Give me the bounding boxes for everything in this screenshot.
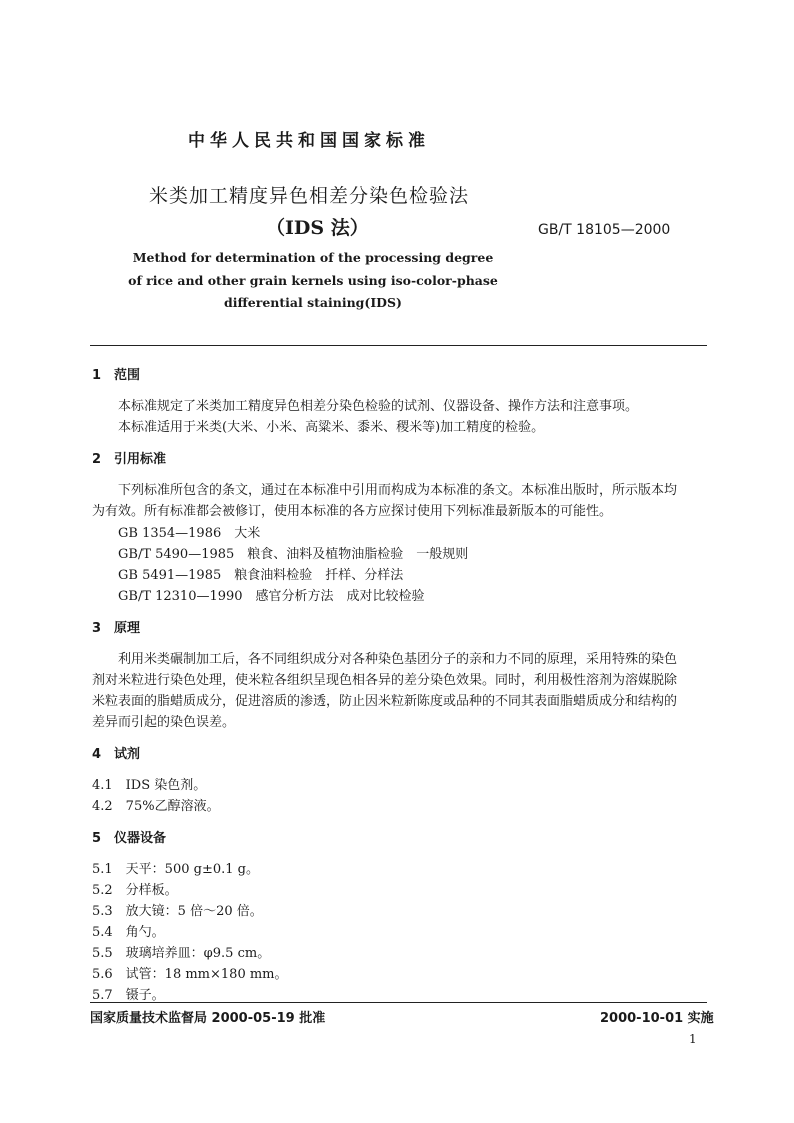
equipment-item: 5.4 角勺。 xyxy=(92,925,165,940)
equipment-item: 5.7 镊子。 xyxy=(92,988,165,1003)
reference-item: GB/T 5490—1985 粮食、油料及植物油脂检验 一般规则 xyxy=(118,547,469,562)
reference-item: GB 5491—1985 粮食油料检验 扦样、分样法 xyxy=(118,568,404,583)
footer-divider xyxy=(90,1002,707,1003)
section-4-heading: 4 试剂 xyxy=(92,747,141,762)
section-1-heading: 1 范围 xyxy=(92,368,141,383)
document-title: 米类加工精度异色相差分染色检验法 xyxy=(149,185,470,207)
section-5-heading: 5 仪器设备 xyxy=(92,831,167,846)
english-title-line-3: differential staining(IDS) xyxy=(224,295,402,310)
implementation-date: 2000-10-01 实施 xyxy=(600,1011,714,1026)
equipment-item: 5.3 放大镜：5 倍～20 倍。 xyxy=(92,904,263,919)
reference-item: GB/T 12310—1990 感官分析方法 成对比较检验 xyxy=(118,589,425,604)
reagent-item: 4.1 IDS 染色剂。 xyxy=(92,778,207,793)
reference-item: GB 1354—1986 大米 xyxy=(118,526,261,541)
section-3-line: 差异而引起的染色误差。 xyxy=(92,715,236,730)
header-divider xyxy=(90,345,707,346)
section-2-line: 为有效。所有标准都会被修订，使用本标准的各方应探讨使用下列标准最新版本的可能性。 xyxy=(92,504,613,519)
reagent-item: 4.2 75%乙醇溶液。 xyxy=(92,799,220,814)
approval-statement: 国家质量技术监督局 2000-05-19 批准 xyxy=(90,1011,326,1026)
standard-number: GB/T 18105—2000 xyxy=(538,222,671,238)
section-2-heading: 2 引用标准 xyxy=(92,452,167,467)
page-number: 1 xyxy=(689,1032,697,1046)
document-subtitle: （IDS 法） xyxy=(266,217,369,239)
section-3-line: 剂对米粒进行染色处理，使米粒各组织呈现色相各异的差分染色效果。同时，利用极性溶剂为溶媒脱除 xyxy=(92,673,678,688)
section-3-line: 利用米类碾制加工后，各不同组织成分对各种染色基团分子的亲和力不同的原理，采用特殊的染色 xyxy=(118,652,678,667)
section-1-line: 本标准规定了米类加工精度异色相差分染色检验的试剂、仪器设备、操作方法和注意事项。 xyxy=(118,399,639,414)
equipment-item: 5.2 分样板。 xyxy=(92,883,178,898)
equipment-item: 5.6 试管：18 mm×180 mm。 xyxy=(92,967,288,982)
equipment-item: 5.5 玻璃培养皿：φ9.5 cm。 xyxy=(92,946,271,961)
english-title-line-1: Method for determination of the processing degree xyxy=(132,250,494,265)
national-standard-label: 中华人民共和国国家标准 xyxy=(188,131,430,151)
section-3-line: 米粒表面的脂蜡质成分，促进溶质的渗透，防止因米粒新陈度或品种的不同其表面脂蜡质成分和结构的 xyxy=(92,694,678,709)
section-3-heading: 3 原理 xyxy=(92,621,141,636)
section-2-line: 下列标准所包含的条文，通过在本标准中引用而构成为本标准的条文。本标准出版时，所示版本均 xyxy=(118,483,678,498)
section-1-line: 本标准适用于米类(大米、小米、高粱米、黍米、稷米等)加工精度的检验。 xyxy=(118,420,545,435)
english-title-line-2: of rice and other grain kernels using iso-color-phase xyxy=(128,273,498,288)
equipment-item: 5.1 天平：500 g±0.1 g。 xyxy=(92,862,259,877)
